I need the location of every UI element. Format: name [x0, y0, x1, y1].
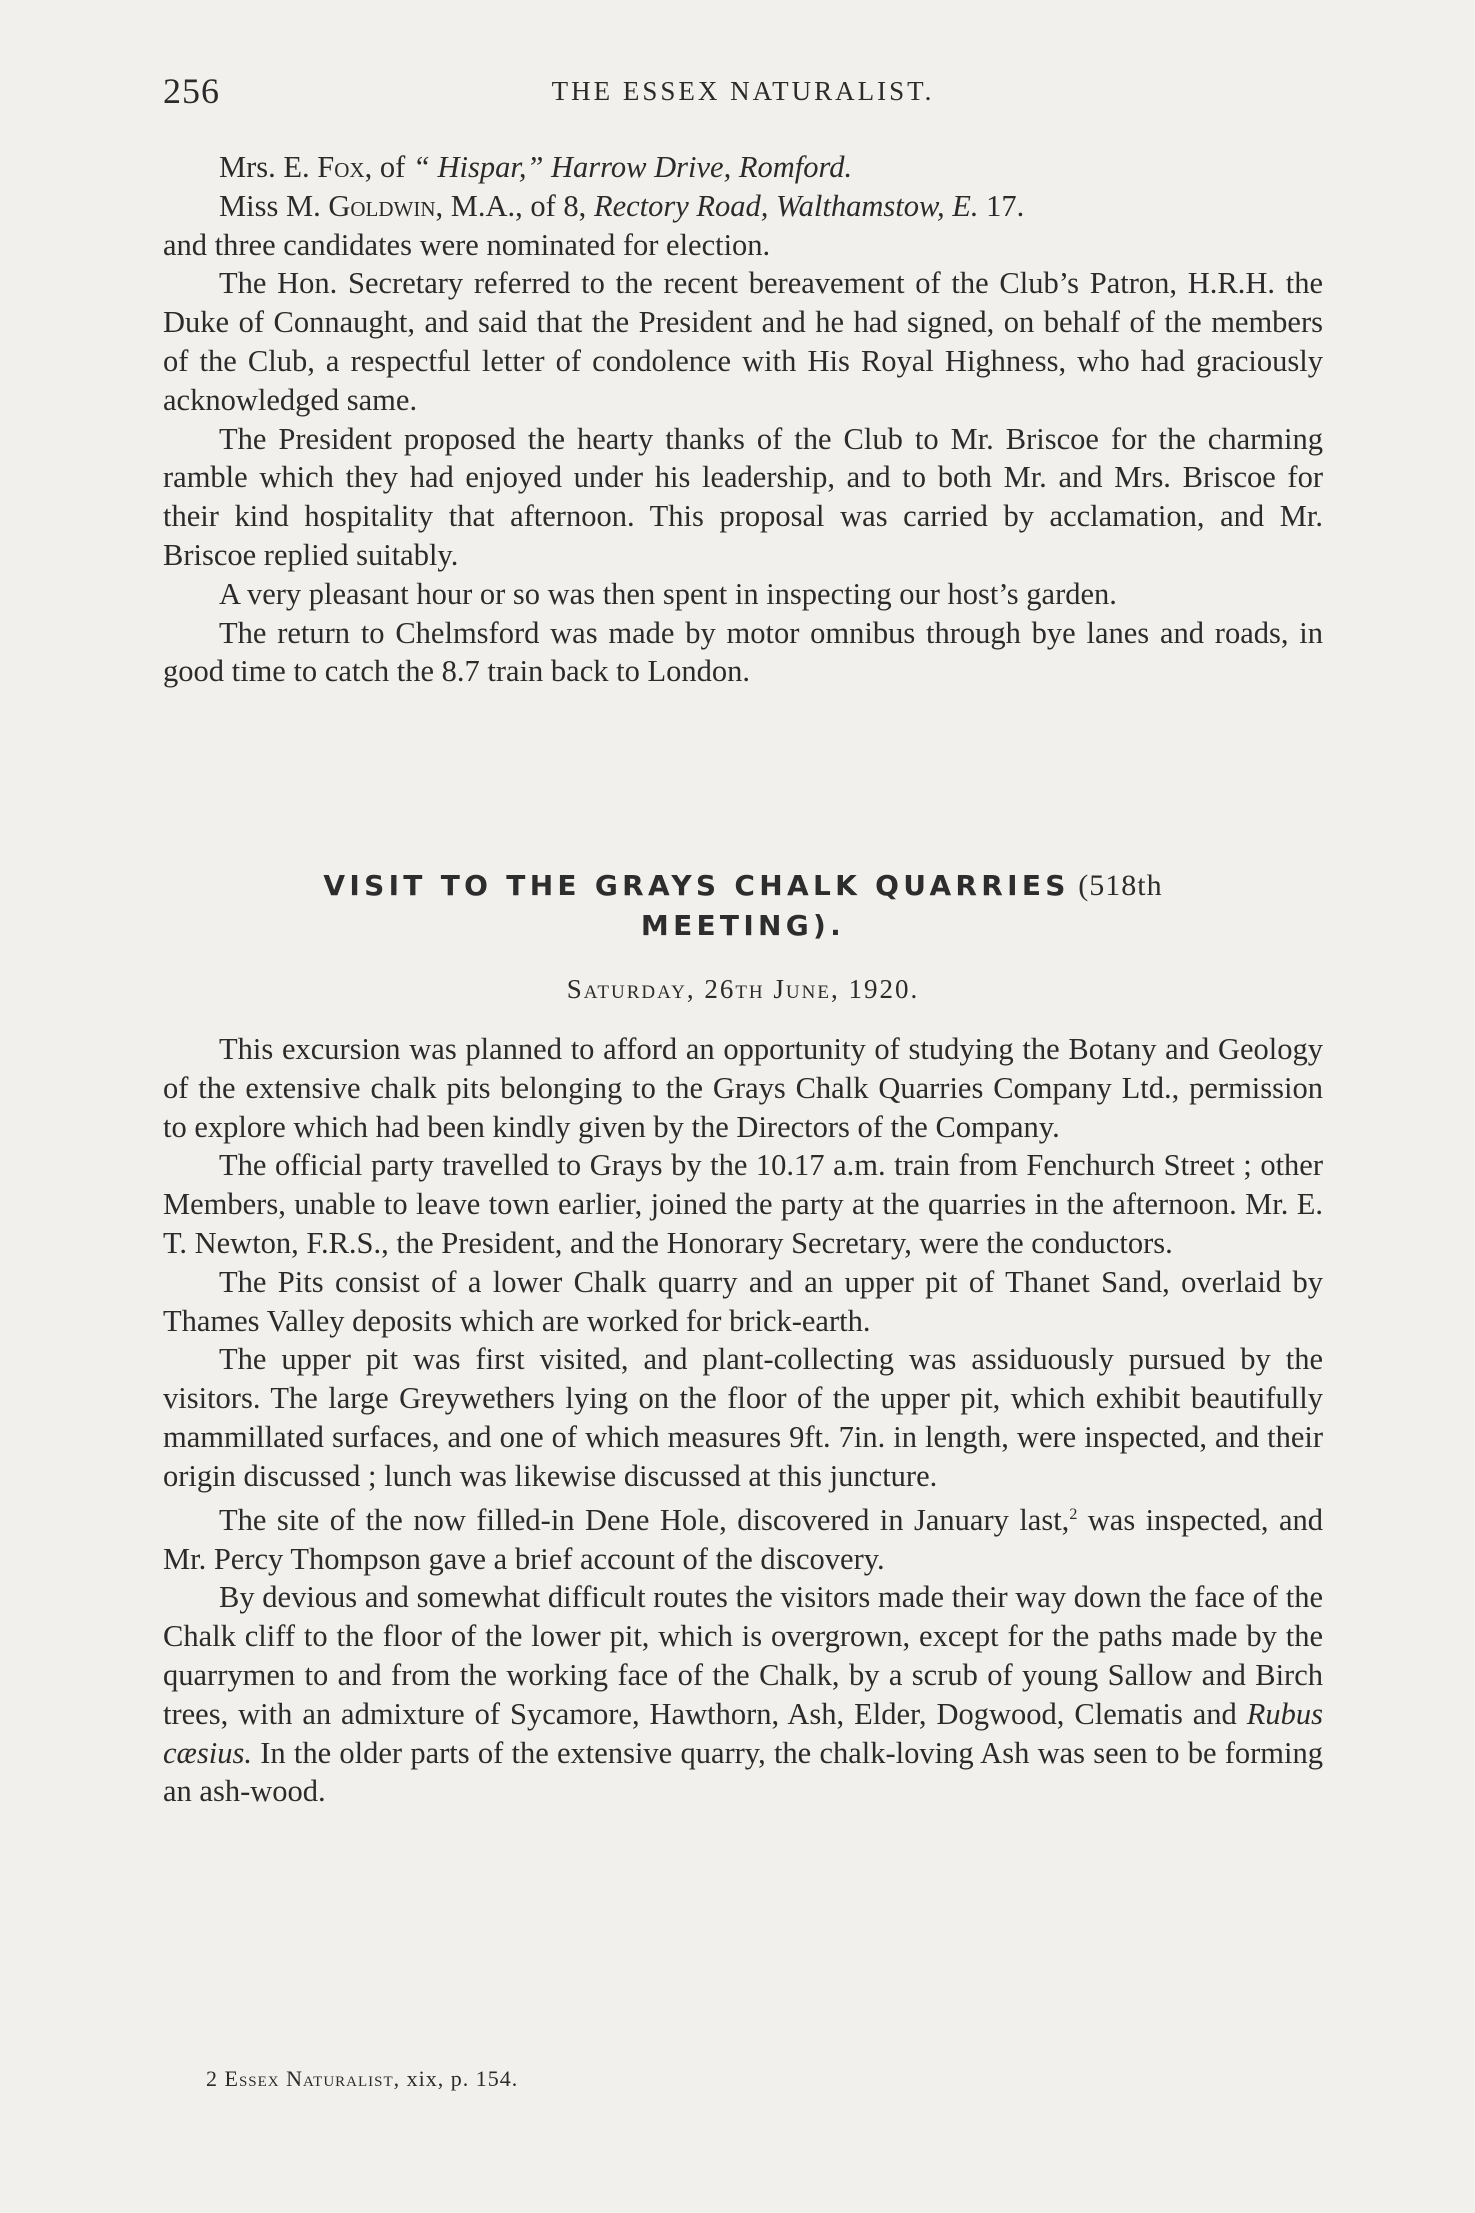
paragraph: and three candidates were nominated for election. — [163, 227, 771, 262]
meeting-label: MEETING). — [640, 909, 846, 942]
footnote: 2 Essex Naturalist, xix, p. 154. — [206, 2066, 519, 2091]
footnote-source: Essex Naturalist — [224, 2066, 394, 2091]
paragraph: The President proposed the hearty thanks of the Club to Mr. Briscoe for the charming ramble which they had enjoyed under his leadership, and to both Mr. and Mrs. Briscoe for their kind hospitality that afternoon. This proposal was carried by acclamation, and Mr. Briscoe replied suitably. — [163, 421, 1323, 572]
paragraph: The upper pit was first visited, and plant-collecting was assiduously pursued by the visitors. The large Greywethers lying on the floor of the upper pit, which exhibit beautifully mammillated surfaces, and one of which measures 9ft. 7in. in length, were inspected, and their origin discussed ; lunch was likewise discussed at this juncture. — [163, 1342, 1323, 1493]
page-header — [163, 70, 1323, 120]
paragraph: The official party travelled to Grays by the 10.17 a.m. train from Fenchurch Street ; other Members, unable to leave town earlier, joined the party at the quarries in the afternoon. Mr. E. T. Newton, F.R.S., the President, and the Honorary Secretary, were the conductors. — [163, 1148, 1323, 1260]
member-surname: Fox — [317, 150, 365, 184]
species-name: Rubus cæsius. — [163, 1696, 1323, 1770]
paragraph: This excursion was planned to afford an opportunity of studying the Botany and Geology of the extensive chalk pits belonging to the Grays Chalk Quarries Company Ltd., permission to explore which had been kindly given by the Directors of the Company. — [163, 1032, 1323, 1144]
paragraph: The site of the now filled-in Dene Hole, discovered in January last,$^2$ was inspected, and Mr. Percy Thompson gave a brief account of the discovery. — [163, 1502, 1323, 1576]
paragraph: The return to Chelmsford was made by motor omnibus through bye lanes and roads, in good time to catch the 8.7 train back to London. — [163, 615, 1323, 689]
footnote-ref: 2 — [1069, 1505, 1078, 1523]
paragraph: The Pits consist of a lower Chalk quarry and an upper pit of Thanet Sand, overlaid by Thames Valley deposits which are worked for brick-earth. — [163, 1264, 1323, 1338]
member-address: Rectory Road, Walthamstow, E. — [593, 188, 979, 223]
member-surname: Goldwin — [328, 188, 436, 223]
meeting-number: (518th — [1069, 869, 1163, 902]
paragraph: By devious and somewhat difficult routes the visitors made their way down the face of the Chalk cliff to the floor of the lower pit, which is overgrown, except for the paths made by the quarrymen to and from the working face of the Chalk, by a scrub of young Sallow and Birch trees, with an admixture of Sycamore, Hawthorn, Ash, Elder, Dogwood, Clematis and Rubus cæsius. In the older parts of the extensive quarry, the chalk-loving Ash was seen to be forming an ash-wood. — [163, 1580, 1323, 1809]
member-entry: Mrs. E. Fox, of “ Hispar,” Harrow Drive, Romford. — [219, 150, 853, 184]
member-entry: Miss M. Goldwin, M.A., of 8, Rectory Road, Walthamstow, E. 17. — [219, 188, 1025, 223]
text-block-top — [163, 148, 1323, 691]
meeting-date: Saturday, 26th June, 1920. — [566, 974, 920, 1004]
section-title: VISIT TO THE GRAYS CHALK QUARRIES — [323, 869, 1070, 902]
text-block-bottom — [163, 1030, 1323, 1811]
member-address: “ Hispar,” Harrow Drive, Romford. — [412, 150, 853, 184]
section-heading — [163, 866, 1323, 946]
page-number: 256 — [163, 71, 220, 111]
paragraph: A very pleasant hour or so was then spent in inspecting our host’s garden. — [219, 576, 1117, 611]
running-title: THE ESSEX NATURALIST. — [551, 76, 935, 106]
paragraph: The Hon. Secretary referred to the recent bereavement of the Club’s Patron, H.R.H. the Duke of Connaught, and said that the President and he had signed, on behalf of the members of the Club, a respectful letter of condolence with His Royal Highness, who had graciously acknowledged same. — [163, 266, 1323, 417]
